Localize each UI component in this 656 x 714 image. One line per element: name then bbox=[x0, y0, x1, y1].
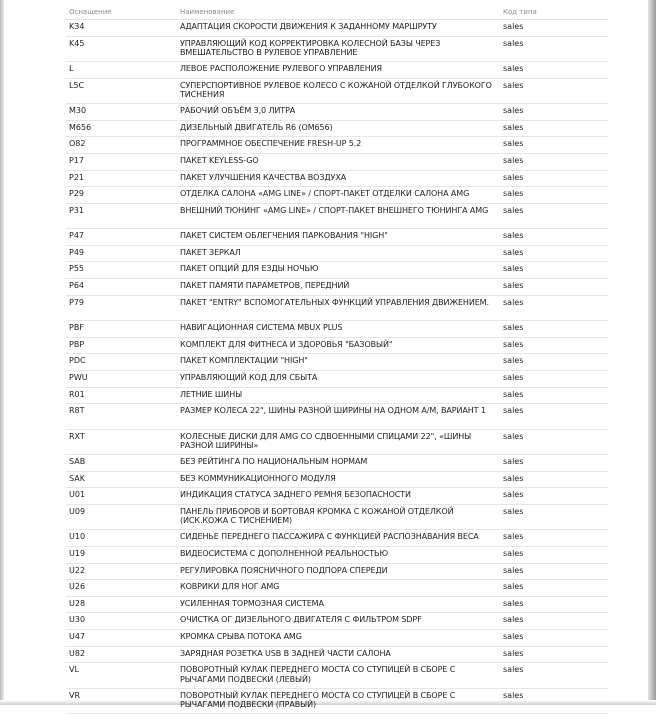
table-row bbox=[66, 262, 608, 279]
type-cell: sales bbox=[500, 187, 608, 204]
table-row bbox=[66, 78, 608, 104]
table-row bbox=[66, 530, 608, 547]
name-cell: КРОМКА СРЫВА ПОТОКА AMG bbox=[177, 629, 500, 646]
code-cell: L5C bbox=[66, 78, 177, 104]
table-row bbox=[66, 404, 608, 430]
code-cell: U82 bbox=[66, 646, 177, 663]
name-cell: СИДЕНЬЕ ПЕРЕДНЕГО ПАССАЖИРА С ФУНКЦИЕЙ РАСПОЗНАВАНИЯ ВЕСА bbox=[177, 530, 500, 547]
table-row bbox=[66, 688, 608, 714]
type-cell: sales bbox=[500, 596, 608, 613]
type-cell: sales bbox=[500, 404, 608, 430]
type-cell: sales bbox=[500, 471, 608, 488]
table-row bbox=[66, 120, 608, 137]
type-cell: sales bbox=[500, 580, 608, 597]
name-cell: ЛЕВОЕ РАСПОЛОЖЕНИЕ РУЛЕВОГО УПРАВЛЕНИЯ bbox=[177, 62, 500, 79]
name-cell: ПАКЕТ СИСТЕМ ОБЛЕГЧЕНИЯ ПАРКОВАНИЯ "HIGH" bbox=[177, 229, 500, 246]
name-cell: ВНЕШНИЙ ТЮНИНГ «AMG LINE» / СПОРТ-ПАКЕТ ВНЕШНЕГО ТЮНИНГА AMG bbox=[177, 203, 500, 229]
type-cell: sales bbox=[500, 337, 608, 354]
table-row bbox=[66, 295, 608, 321]
name-cell: БЕЗ КОММУНИКАЦИОННОГО МОДУЛЯ bbox=[177, 471, 500, 488]
type-cell: sales bbox=[500, 104, 608, 121]
name-cell: ЗАРЯДНАЯ РОЗЕТКА USB В ЗАДНЕЙ ЧАСТИ САЛОНА bbox=[177, 646, 500, 663]
table-row bbox=[66, 187, 608, 204]
table-row bbox=[66, 104, 608, 121]
table-body bbox=[66, 20, 608, 714]
table-header bbox=[66, 6, 608, 20]
code-cell: P79 bbox=[66, 295, 177, 321]
name-cell: БЕЗ РЕЙТИНГА ПО НАЦИОНАЛЬНЫМ НОРМАМ bbox=[177, 455, 500, 472]
name-cell: КОВРИКИ ДЛЯ НОГ AMG bbox=[177, 580, 500, 597]
code-cell: PBF bbox=[66, 321, 177, 338]
name-cell: ПРОГРАММНОЕ ОБЕСПЕЧЕНИЕ FRESH-UP 5.2 bbox=[177, 137, 500, 154]
code-cell: VL bbox=[66, 663, 177, 689]
table-row bbox=[66, 20, 608, 37]
code-cell: P55 bbox=[66, 262, 177, 279]
table-row bbox=[66, 663, 608, 689]
name-cell: НАВИГАЦИОННАЯ СИСТЕМА MBUX PLUS bbox=[177, 321, 500, 338]
table-row bbox=[66, 337, 608, 354]
table-row bbox=[66, 596, 608, 613]
table-row bbox=[66, 504, 608, 530]
type-cell: sales bbox=[500, 245, 608, 262]
table-row bbox=[66, 203, 608, 229]
code-cell: P21 bbox=[66, 170, 177, 187]
type-cell: sales bbox=[500, 279, 608, 296]
type-cell: sales bbox=[500, 354, 608, 371]
code-cell: U26 bbox=[66, 580, 177, 597]
name-cell: УСИЛЕННАЯ ТОРМОЗНАЯ СИСТЕМА bbox=[177, 596, 500, 613]
name-cell: АДАПТАЦИЯ СКОРОСТИ ДВИЖЕНИЯ К ЗАДАННОМУ МАРШРУТУ bbox=[177, 20, 500, 37]
name-cell: РАЗМЕР КОЛЕСА 22", ШИНЫ РАЗНОЙ ШИРИНЫ НА ОДНОМ А/М, ВАРИАНТ 1 bbox=[177, 404, 500, 430]
type-cell: sales bbox=[500, 62, 608, 79]
name-cell: ПОВОРОТНЫЙ КУЛАК ПЕРЕДНЕГО МОСТА СО СТУПИЦЕЙ В СБОРЕ С РЫЧАГАМИ ПОДВЕСКИ (ЛЕВЫЙ) bbox=[177, 663, 500, 689]
code-cell: U47 bbox=[66, 629, 177, 646]
code-cell: U28 bbox=[66, 596, 177, 613]
type-cell: sales bbox=[500, 646, 608, 663]
code-cell: M30 bbox=[66, 104, 177, 121]
type-cell: sales bbox=[500, 613, 608, 630]
type-cell: sales bbox=[500, 262, 608, 279]
table-row bbox=[66, 229, 608, 246]
name-cell: ВИДЕОСИСТЕМА С ДОПОЛНЕННОЙ РЕАЛЬНОСТЬЮ bbox=[177, 546, 500, 563]
code-cell: SAB bbox=[66, 455, 177, 472]
code-cell: R8T bbox=[66, 404, 177, 430]
table-row bbox=[66, 563, 608, 580]
table-row bbox=[66, 153, 608, 170]
code-cell: U19 bbox=[66, 546, 177, 563]
name-cell: УПРАВЛЯЮЩИЙ КОД КОРРЕКТИРОВКА КОЛЕСНОЙ БАЗЫ ЧЕРЕЗ ВМЕШАТЕЛЬСТВО В РУЛЕВОЕ УПРАВЛЕНИЕ bbox=[177, 36, 500, 62]
type-cell: sales bbox=[500, 688, 608, 714]
code-cell: U09 bbox=[66, 504, 177, 530]
table-row bbox=[66, 471, 608, 488]
code-cell: P64 bbox=[66, 279, 177, 296]
type-cell: sales bbox=[500, 203, 608, 229]
name-cell: ПАКЕТ ОПЦИЙ ДЛЯ ЕЗДЫ НОЧЬЮ bbox=[177, 262, 500, 279]
type-cell: sales bbox=[500, 153, 608, 170]
page-edge-left bbox=[0, 0, 4, 705]
name-cell: ИНДИКАЦИЯ СТАТУСА ЗАДНЕГО РЕМНЯ БЕЗОПАСНОСТИ bbox=[177, 488, 500, 505]
name-cell: ОЧИСТКА ОГ ДИЗЕЛЬНОГО ДВИГАТЕЛЯ С ФИЛЬТРОМ SDPF bbox=[177, 613, 500, 630]
table-row bbox=[66, 387, 608, 404]
type-cell: sales bbox=[500, 170, 608, 187]
table-row bbox=[66, 321, 608, 338]
name-cell: СУПЕРСПОРТИВНОЕ РУЛЕВОЕ КОЛЕСО С КОЖАНОЙ ОТДЕЛКОЙ ГЛУБОКОГО ТИСНЕНИЯ bbox=[177, 78, 500, 104]
table-row bbox=[66, 245, 608, 262]
type-cell: sales bbox=[500, 563, 608, 580]
table-row bbox=[66, 455, 608, 472]
header-code: Оснащение bbox=[66, 6, 177, 20]
header-type: Код типа bbox=[500, 6, 608, 20]
type-cell: sales bbox=[500, 120, 608, 137]
name-cell: ПАКЕТ ЗЕРКАЛ bbox=[177, 245, 500, 262]
table-row bbox=[66, 354, 608, 371]
type-cell: sales bbox=[500, 504, 608, 530]
code-cell: U22 bbox=[66, 563, 177, 580]
code-cell: PWU bbox=[66, 370, 177, 387]
table-row bbox=[66, 546, 608, 563]
type-cell: sales bbox=[500, 229, 608, 246]
code-cell: P49 bbox=[66, 245, 177, 262]
table-row bbox=[66, 580, 608, 597]
code-cell: R01 bbox=[66, 387, 177, 404]
table-row bbox=[66, 613, 608, 630]
name-cell: РЕГУЛИРОВКА ПОЯСНИЧНОГО ПОДПОРА СПЕРЕДИ bbox=[177, 563, 500, 580]
code-cell: VR bbox=[66, 688, 177, 714]
name-cell: ОТДЕЛКА САЛОНА «AMG LINE» / СПОРТ-ПАКЕТ ОТДЕЛКИ САЛОНА AMG bbox=[177, 187, 500, 204]
type-cell: sales bbox=[500, 370, 608, 387]
code-cell: PBP bbox=[66, 337, 177, 354]
type-cell: sales bbox=[500, 455, 608, 472]
table-row bbox=[66, 488, 608, 505]
table-row bbox=[66, 629, 608, 646]
type-cell: sales bbox=[500, 429, 608, 455]
type-cell: sales bbox=[500, 530, 608, 547]
code-cell: PDC bbox=[66, 354, 177, 371]
name-cell: ПАКЕТ ПАМЯТИ ПАРАМЕТРОВ, ПЕРЕДНИЙ bbox=[177, 279, 500, 296]
code-cell: RXT bbox=[66, 429, 177, 455]
table-row bbox=[66, 279, 608, 296]
code-cell: U10 bbox=[66, 530, 177, 547]
code-cell: P31 bbox=[66, 203, 177, 229]
name-cell: ПАНЕЛЬ ПРИБОРОВ И БОРТОВАЯ КРОМКА С КОЖАНОЙ ОТДЕЛКОЙ (ИСК.КОЖА С ТИСНЕНИЕМ) bbox=[177, 504, 500, 530]
name-cell: УПРАВЛЯЮЩИЙ КОД ДЛЯ СБЫТА bbox=[177, 370, 500, 387]
type-cell: sales bbox=[500, 387, 608, 404]
equipment-table bbox=[66, 6, 608, 714]
name-cell: ДИЗЕЛЬНЫЙ ДВИГАТЕЛЬ R6 (OM656) bbox=[177, 120, 500, 137]
header-row bbox=[66, 6, 608, 20]
code-cell: L bbox=[66, 62, 177, 79]
code-cell: P17 bbox=[66, 153, 177, 170]
type-cell: sales bbox=[500, 663, 608, 689]
header-name: Наименование bbox=[177, 6, 500, 20]
type-cell: sales bbox=[500, 488, 608, 505]
type-cell: sales bbox=[500, 137, 608, 154]
table-row bbox=[66, 370, 608, 387]
name-cell: РАБОЧИЙ ОБЪЁМ 3,0 ЛИТРА bbox=[177, 104, 500, 121]
type-cell: sales bbox=[500, 36, 608, 62]
name-cell: ПАКЕТ "ENTRY" ВСПОМОГАТЕЛЬНЫХ ФУНКЦИЙ УПРАВЛЕНИЯ ДВИЖЕНИЕМ. bbox=[177, 295, 500, 321]
table-row bbox=[66, 137, 608, 154]
code-cell: K45 bbox=[66, 36, 177, 62]
code-cell: P47 bbox=[66, 229, 177, 246]
name-cell: ЛЕТНИЕ ШИНЫ bbox=[177, 387, 500, 404]
code-cell: U30 bbox=[66, 613, 177, 630]
code-cell: K34 bbox=[66, 20, 177, 37]
table-row bbox=[66, 429, 608, 455]
code-cell: U01 bbox=[66, 488, 177, 505]
name-cell: ПАКЕТ УЛУЧШЕНИЯ КАЧЕСТВА ВОЗДУХА bbox=[177, 170, 500, 187]
table-row bbox=[66, 36, 608, 62]
name-cell: КОМПЛЕКТ ДЛЯ ФИТНЕСА И ЗДОРОВЬЯ "БАЗОВЫЙ" bbox=[177, 337, 500, 354]
page-edge-right bbox=[648, 0, 656, 705]
table-row bbox=[66, 646, 608, 663]
code-cell: SAK bbox=[66, 471, 177, 488]
type-cell: sales bbox=[500, 78, 608, 104]
name-cell: ПАКЕТ КОМПЛЕКТАЦИИ "HIGH" bbox=[177, 354, 500, 371]
type-cell: sales bbox=[500, 295, 608, 321]
type-cell: sales bbox=[500, 321, 608, 338]
table-row bbox=[66, 62, 608, 79]
code-cell: M656 bbox=[66, 120, 177, 137]
type-cell: sales bbox=[500, 20, 608, 37]
name-cell: ПАКЕТ KEYLESS-GO bbox=[177, 153, 500, 170]
code-cell: O82 bbox=[66, 137, 177, 154]
name-cell: ПОВОРОТНЫЙ КУЛАК ПЕРЕДНЕГО МОСТА СО СТУПИЦЕЙ В СБОРЕ С РЫЧАГАМИ ПОДВЕСКИ (ПРАВЫЙ) bbox=[177, 688, 500, 714]
type-cell: sales bbox=[500, 629, 608, 646]
table-row bbox=[66, 170, 608, 187]
code-cell: P29 bbox=[66, 187, 177, 204]
name-cell: КОЛЕСНЫЕ ДИСКИ ДЛЯ AMG СО СДВОЕННЫМИ СПИЦАМИ 22", «ШИНЫ РАЗНОЙ ШИРИНЫ» bbox=[177, 429, 500, 455]
type-cell: sales bbox=[500, 546, 608, 563]
